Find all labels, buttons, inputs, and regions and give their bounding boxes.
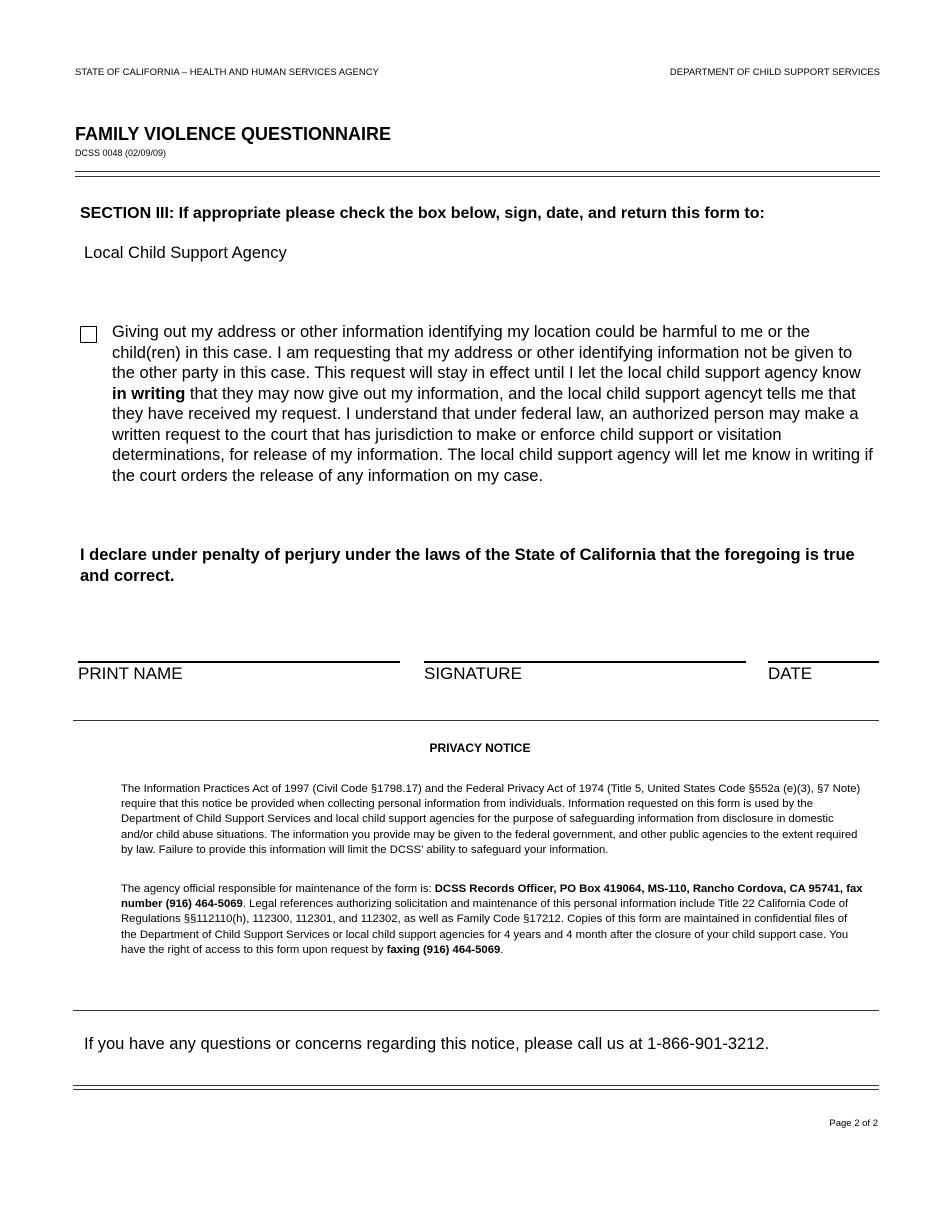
date-field[interactable] bbox=[768, 661, 879, 663]
header-agency-right: DEPARTMENT OF CHILD SUPPORT SERVICES bbox=[669, 67, 880, 78]
perjury-declaration: I declare under penalty of perjury under the laws of the State of California that the foregoing is true and correct. bbox=[80, 546, 855, 585]
request-checkbox[interactable] bbox=[80, 326, 97, 343]
section-title: SECTION III: If appropriate please check the box below, sign, date, and return this form to: bbox=[80, 205, 765, 222]
privacy-paragraph-2-end: . bbox=[500, 943, 504, 956]
privacy-paragraph-2-body: . Legal references authorizing solicitation and maintenance of this personal information include Title 22 California Code of Regulations §§112110(h), 112300, 112301, and 112302, as well as Family Code §17212. Copies of this form are maintained in confidential files of the Department of Child Support Services or local child support agencies for 4 years and 4 month after the closure of your child support case. You have the right of access to this form upon request by bbox=[121, 898, 849, 956]
privacy-paragraph-2-intro: The agency official responsible for maintenance of the form is: bbox=[121, 883, 435, 895]
page-number: Page 2 of 2 bbox=[829, 1118, 878, 1129]
signature-label: SIGNATURE bbox=[424, 664, 522, 683]
request-text-part1: Giving out my address or other information identifying my location could be harmful to me or the child(ren) in this case. I am requesting that my address or other identifying information not be given to the other party in this case. This request will stay in effect until I let the local child support agency know bbox=[112, 323, 861, 382]
print-name-label: PRINT NAME bbox=[78, 664, 183, 683]
header-divider-bottom bbox=[75, 176, 880, 177]
records-officer-address: DCSS Records Officer, PO Box 419064, MS-110, Rancho Cordova, CA 95741, fax number (916) 464-5069 bbox=[121, 883, 863, 911]
footer-divider-bottom bbox=[73, 1089, 879, 1090]
form-title: FAMILY VIOLENCE QUESTIONNAIRE bbox=[75, 124, 392, 144]
request-text-emphasis: in writing bbox=[112, 384, 186, 403]
date-label: DATE bbox=[768, 664, 813, 683]
fax-number: faxing (916) 464-5069 bbox=[386, 943, 501, 956]
contact-note: If you have any questions or concerns regarding this notice, please call us at 1-866-901-3212. bbox=[84, 1035, 770, 1053]
form-code: DCSS 0048 (02/09/09) bbox=[75, 148, 167, 158]
header-agency-left: STATE OF CALIFORNIA – HEALTH AND HUMAN SERVICES AGENCY bbox=[75, 67, 379, 78]
header-divider-top bbox=[75, 171, 880, 172]
privacy-notice-title: PRIVACY NOTICE bbox=[429, 741, 531, 755]
privacy-paragraph-2 bbox=[121, 882, 863, 958]
contact-divider-top bbox=[73, 1010, 879, 1011]
print-name-field[interactable] bbox=[78, 661, 400, 663]
return-to-agency: Local Child Support Agency bbox=[84, 244, 287, 262]
privacy-divider bbox=[73, 720, 879, 721]
footer-divider-top bbox=[73, 1085, 879, 1086]
request-text-part2: that they may now give out my information, and the local child support agencyt tells me that they have received my request. I understand that under federal law, an authorized person may make a written request to the court that has jurisdiction to make or enforce child support or visitation determinations, for release of my information. The local child support agency will let me know in writing if the court orders the release of any information on my case. bbox=[112, 384, 873, 485]
signature-field[interactable] bbox=[424, 661, 746, 663]
privacy-paragraph-1: The Information Practices Act of 1997 (Civil Code §1798.17) and the Federal Privacy Act of 1974 (Title 5, United States Code §552a (e)(3), §7 Note) require that this notice be provided when collecting personal information from individuals. Information requested on this form is used by the Department of Child Support Services and local child support agencies for the purpose of safeguarding information from disclosure in domestic and/or child abuse situations. The information you provide may be given to the federal government, and other public agencies to the extent required by law. Failure to provide this information will limit the DCSS’ ability to safeguard your information. bbox=[121, 783, 861, 856]
request-text bbox=[112, 322, 877, 486]
